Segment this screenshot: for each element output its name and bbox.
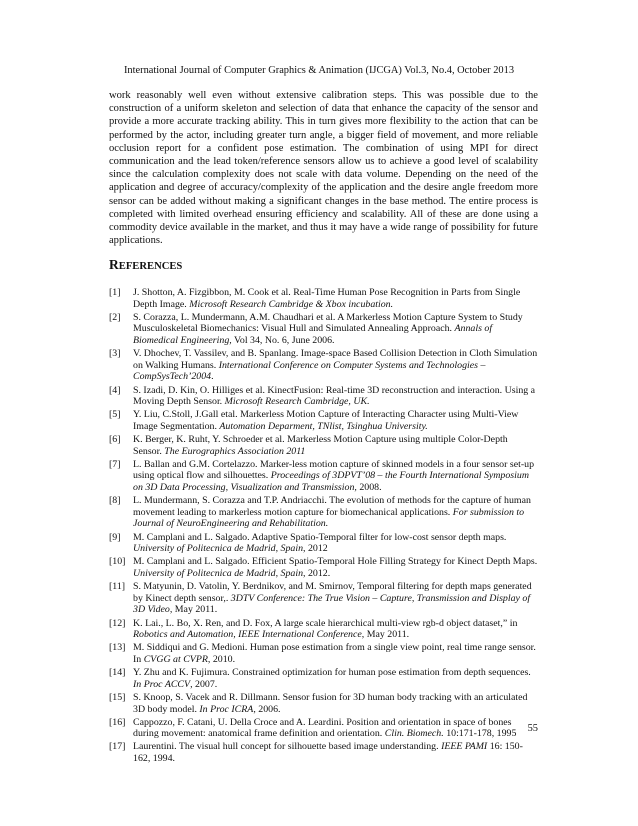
reference-item	[109, 312, 538, 347]
reference-authors-title: J. Shotton, A. Fizgibbon, M. Cook et al. Real-Time Human Pose Recognition in Parts from Single Depth Image.	[133, 287, 521, 310]
references-heading-initial: R	[109, 257, 119, 272]
reference-number: [11]	[109, 581, 126, 593]
reference-item	[109, 385, 538, 408]
reference-venue: 3DTV Conference: The True Vision – Capture, Transmission and Display of 3D Video,	[133, 592, 531, 616]
reference-number: [3]	[109, 348, 121, 360]
reference-tail: , 2012	[303, 543, 328, 555]
reference-authors-title: S. Corazza, L. Mundermann, A.M. Chaudhari et al. A Markerless Motion Capture System to Study Musculoskeletal Biomechanics: Visual Hull and Simulated Annealing Approach.	[133, 311, 523, 335]
reference-item	[109, 434, 538, 457]
reference-authors-title: K. Berger, K. Ruht, Y. Schroeder et al. Markerless Motion Capture using multiple Color-Depth Sensor.	[133, 434, 508, 457]
reference-authors-title: S. Izadi, D. Kin, O. Hilliges et al. KinectFusion: Real-time 3D reconstruction and interaction. Using a Moving Depth Sensor.	[133, 384, 536, 408]
reference-venue: IEEE PAMI	[441, 741, 488, 753]
reference-number: [8]	[109, 495, 121, 507]
reference-number: [2]	[109, 311, 121, 323]
reference-text	[133, 495, 538, 530]
reference-venue: Annals of Biomedical Engineering,	[133, 323, 493, 346]
reference-text	[133, 581, 538, 616]
reference-authors-title: M. Siddiqui and G. Medioni. Human pose estimation from a single view point, real time range sensor. In	[133, 642, 536, 665]
reference-text	[133, 667, 538, 690]
reference-item	[109, 692, 538, 715]
reference-text	[133, 385, 538, 408]
reference-item	[109, 409, 538, 432]
reference-number: [6]	[109, 434, 121, 446]
reference-number: [13]	[109, 642, 126, 654]
reference-number: [17]	[109, 741, 126, 753]
reference-text	[133, 348, 538, 383]
reference-authors-title: L. Mundermann, S. Corazza and T.P. Andriacchi. The evolution of methods for the capture of human movement leading to markerless motion capture for biomechanical applications.	[133, 495, 531, 518]
reference-venue: Microsoft Research Cambridge, UK.	[224, 396, 370, 408]
reference-authors-title: K. Lai., L. Bo, X. Ren, and D. Fox, A large scale hierarchical multi-view rgb-d object dataset,” in	[133, 617, 518, 629]
reference-number: [15]	[109, 691, 126, 703]
reference-item	[109, 667, 538, 690]
references-heading-rest: EFERENCES	[118, 261, 183, 272]
reference-venue: Microsoft Research Cambridge & Xbox incubation.	[189, 298, 394, 310]
reference-tail: , 2007.	[190, 678, 218, 690]
reference-item	[109, 717, 538, 740]
references-heading	[109, 257, 182, 275]
reference-authors-title: M. Camplani and L. Salgado. Efficient Spatio-Temporal Hole Filling Strategy for Kinect Depth Maps.	[133, 556, 538, 568]
running-header: International Journal of Computer Graphics & Animation (IJCGA) Vol.3, No.4, October 2013	[123, 65, 515, 76]
reference-item	[109, 556, 538, 579]
reference-text	[133, 556, 538, 579]
reference-text	[133, 312, 538, 347]
reference-item	[109, 532, 538, 555]
reference-number: [16]	[109, 716, 126, 728]
reference-number: [7]	[109, 458, 121, 470]
reference-authors-title: V. Dhochev, T. Vassilev, and B. Spanlang. Image-space Based Collision Detection in Cloth Simulation on Walking Humans.	[133, 348, 538, 371]
reference-text	[133, 409, 538, 432]
reference-number: [4]	[109, 384, 121, 396]
reference-tail: Vol 34, No. 6, June 2006.	[231, 334, 335, 346]
reference-number: [12]	[109, 617, 126, 629]
reference-list	[109, 287, 538, 766]
reference-number: [1]	[109, 287, 121, 298]
reference-text	[133, 287, 538, 310]
reference-number: [10]	[109, 556, 126, 568]
reference-venue: International Conference on Computer Systems and Technologies – CompSysTech’2004	[133, 359, 486, 383]
reference-authors-title: Laurentini. The visual hull concept for silhouette based image understanding.	[133, 741, 442, 753]
reference-tail: 2008.	[356, 482, 382, 494]
reference-item	[109, 348, 538, 383]
reference-authors-title: Y. Liu, C.Stoll, J.Gall etal. Markerless Motion Capture of Interacting Character using Multi-View Image Segmentation.	[133, 409, 519, 432]
reference-venue: Proceedings of 3DPVT’08 – the Fourth International Symposium on 3D Data Processing, Visualization and Transmission,	[133, 470, 529, 494]
reference-item	[109, 741, 538, 764]
reference-venue: For submission to Journal of NeuroEngineering and Rehabilitation.	[133, 506, 525, 530]
reference-venue: In Proc ICRA	[199, 703, 254, 715]
reference-item	[109, 287, 538, 310]
reference-tail: , 2006.	[253, 703, 281, 715]
body-paragraph: work reasonably well even without extensive calibration steps. This was possible due to the construction of a uniform skeleton and selection of data that enhance the capacity of the sensor and provide a more accurate tracking ability. This in turn gives more flexibility to the action that can be performed by the actor, including greater turn angle, a bigger field of movement, and more reliable occlusion report for a confident pose estimation. The combination of using MPI for direct communication and the lead token/reference sensors allow us to achieve a good level of scalability since the calculation complexity does not scale with data volume. Depending on the need of the application and degree of accuracy/complexity of the application and the desire angle freedom more sensor can be added without making a significant changes in the base method. The entire process is completed with limited overhead ensuring efficiency and scalability. All of these are done using a commodity device available in the market, and thus it may have a wide range of possibility for future applications.	[109, 90, 538, 247]
reference-number: [14]	[109, 667, 126, 679]
reference-item	[109, 618, 538, 641]
reference-authors-title: Cappozzo, F. Catani, U. Della Croce and A. Leardini. Position and orientation in space of bones during movement: anatomical frame definition and orientation.	[133, 716, 512, 740]
reference-authors-title: Y. Zhu and K. Fujimura. Constrained optimization for human pose estimation from depth sequences.	[133, 667, 531, 679]
reference-item	[109, 459, 538, 494]
reference-item	[109, 495, 538, 530]
reference-venue: Robotics and Automation, IEEE International Conference	[133, 629, 362, 641]
reference-authors-title: S. Matyunin, D. Vatolin, Y. Berdnikov, and M. Smirnov, Temporal filtering for depth maps generated by Kinect depth sensor,.	[133, 581, 532, 604]
reference-tail: , 2012.	[303, 568, 331, 579]
reference-item	[109, 642, 538, 665]
reference-venue: In Proc ACCV	[133, 678, 191, 690]
page-number: 55	[527, 723, 538, 734]
reference-venue: University of Politecnica de Madrid, Spain	[133, 568, 304, 579]
reference-text	[133, 618, 538, 641]
reference-number: [5]	[109, 409, 121, 421]
reference-item	[109, 581, 538, 616]
reference-venue: University of Politecnica de Madrid, Spain	[133, 543, 304, 555]
reference-text	[133, 741, 538, 764]
reference-authors-title: M. Camplani and L. Salgado. Adaptive Spatio-Temporal filter for low-cost sensor depth maps.	[133, 531, 507, 543]
reference-venue: CVGG at CVPR	[143, 653, 208, 665]
reference-tail: 10:171-178, 1995	[443, 728, 517, 740]
reference-authors-title: S. Knoop, S. Vacek and R. Dillmann. Sensor fusion for 3D human body tracking with an articulated 3D body model.	[133, 691, 528, 715]
reference-number: [9]	[109, 531, 121, 543]
reference-venue: The Eurographics Association 2011	[164, 445, 306, 457]
reference-tail: 16: 150-162, 1994.	[133, 741, 523, 765]
reference-text	[133, 532, 538, 555]
reference-venue: Automation Deparment, TNlist, Tsinghua University.	[219, 420, 428, 432]
reference-venue: Clin. Biomech.	[384, 728, 444, 740]
reference-tail: , 2010.	[207, 653, 236, 665]
reference-tail: .	[211, 371, 214, 383]
reference-tail: , May 2011.	[361, 629, 410, 641]
reference-text	[133, 642, 538, 665]
reference-text	[133, 692, 538, 715]
reference-text	[133, 717, 538, 740]
reference-text	[133, 459, 538, 494]
reference-text	[133, 434, 538, 457]
reference-authors-title: L. Ballan and G.M. Cortelazzo. Marker-less motion capture of skinned models in a four sensor set-up using optical flow and silhouettes.	[133, 458, 535, 482]
reference-tail: May 2011.	[172, 604, 218, 616]
